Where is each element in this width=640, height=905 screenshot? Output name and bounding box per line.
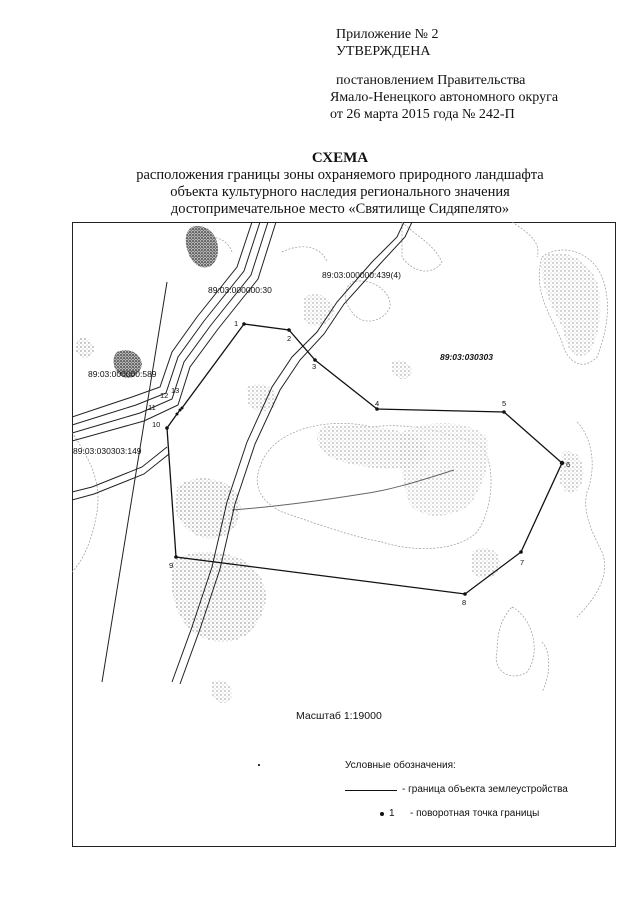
approved-label: УТВЕРЖДЕНА xyxy=(336,44,431,59)
decree-line-1: постановлением Правительства xyxy=(336,73,526,88)
point-label-8: 8 xyxy=(462,598,467,607)
point-label-5: 5 xyxy=(502,399,507,408)
point-label-9: 9 xyxy=(169,561,174,570)
parcel-label-030303: 89:03:030303 xyxy=(440,352,493,362)
point-label-11: 11 xyxy=(148,403,156,412)
stray-dot xyxy=(258,764,260,766)
point-label-2: 2 xyxy=(287,334,292,343)
scale-label: Масштаб 1:19000 xyxy=(296,710,382,722)
title-line-2: расположения границы зоны охраняемого природного ландшафта xyxy=(136,167,544,183)
point-label-10: 10 xyxy=(152,420,161,429)
legend-point-label: - поворотная точка границы xyxy=(410,808,540,819)
title-heading: СХЕМА xyxy=(311,150,369,166)
title-line-4: достопримечательное место «Святилище Сидяпелято» xyxy=(170,201,510,217)
legend-point-number: 1 xyxy=(389,808,395,819)
point-label-3: 3 xyxy=(312,362,317,371)
parcel-label-439: 89:03:000000:439(4) xyxy=(322,270,401,280)
point-label-7: 7 xyxy=(520,558,525,567)
legend-boundary-line-swatch xyxy=(345,790,397,791)
point-label-6: 6 xyxy=(566,460,571,469)
decree-line-2: Ямало-Ненецкого автономного округа xyxy=(330,90,559,105)
document-title xyxy=(0,150,640,218)
decree-reference xyxy=(330,72,558,123)
point-label-12: 12 xyxy=(160,391,169,400)
approval-header xyxy=(330,26,439,60)
parcel-label-30: 89:03:000000:30 xyxy=(208,285,272,295)
legend-title: Условные обозначения: xyxy=(345,760,456,771)
cadastral-map xyxy=(72,222,616,847)
parcel-label-149: 89:03:030303:149 xyxy=(73,446,142,456)
point-label-4: 4 xyxy=(375,399,380,408)
title-line-3: объекта культурного наследия регионального значения xyxy=(170,184,510,200)
appendix-label: Приложение № 2 xyxy=(336,27,439,42)
legend-point-swatch xyxy=(380,812,384,816)
point-label-13: 13 xyxy=(171,386,180,395)
parcel-label-589: 89:03:000000:589 xyxy=(88,369,157,379)
map-frame xyxy=(73,223,616,847)
legend-boundary-line-label: - граница объекта землеустройства xyxy=(402,784,568,795)
decree-line-3: от 26 марта 2015 года № 242-П xyxy=(330,107,515,122)
point-label-1: 1 xyxy=(234,319,239,328)
